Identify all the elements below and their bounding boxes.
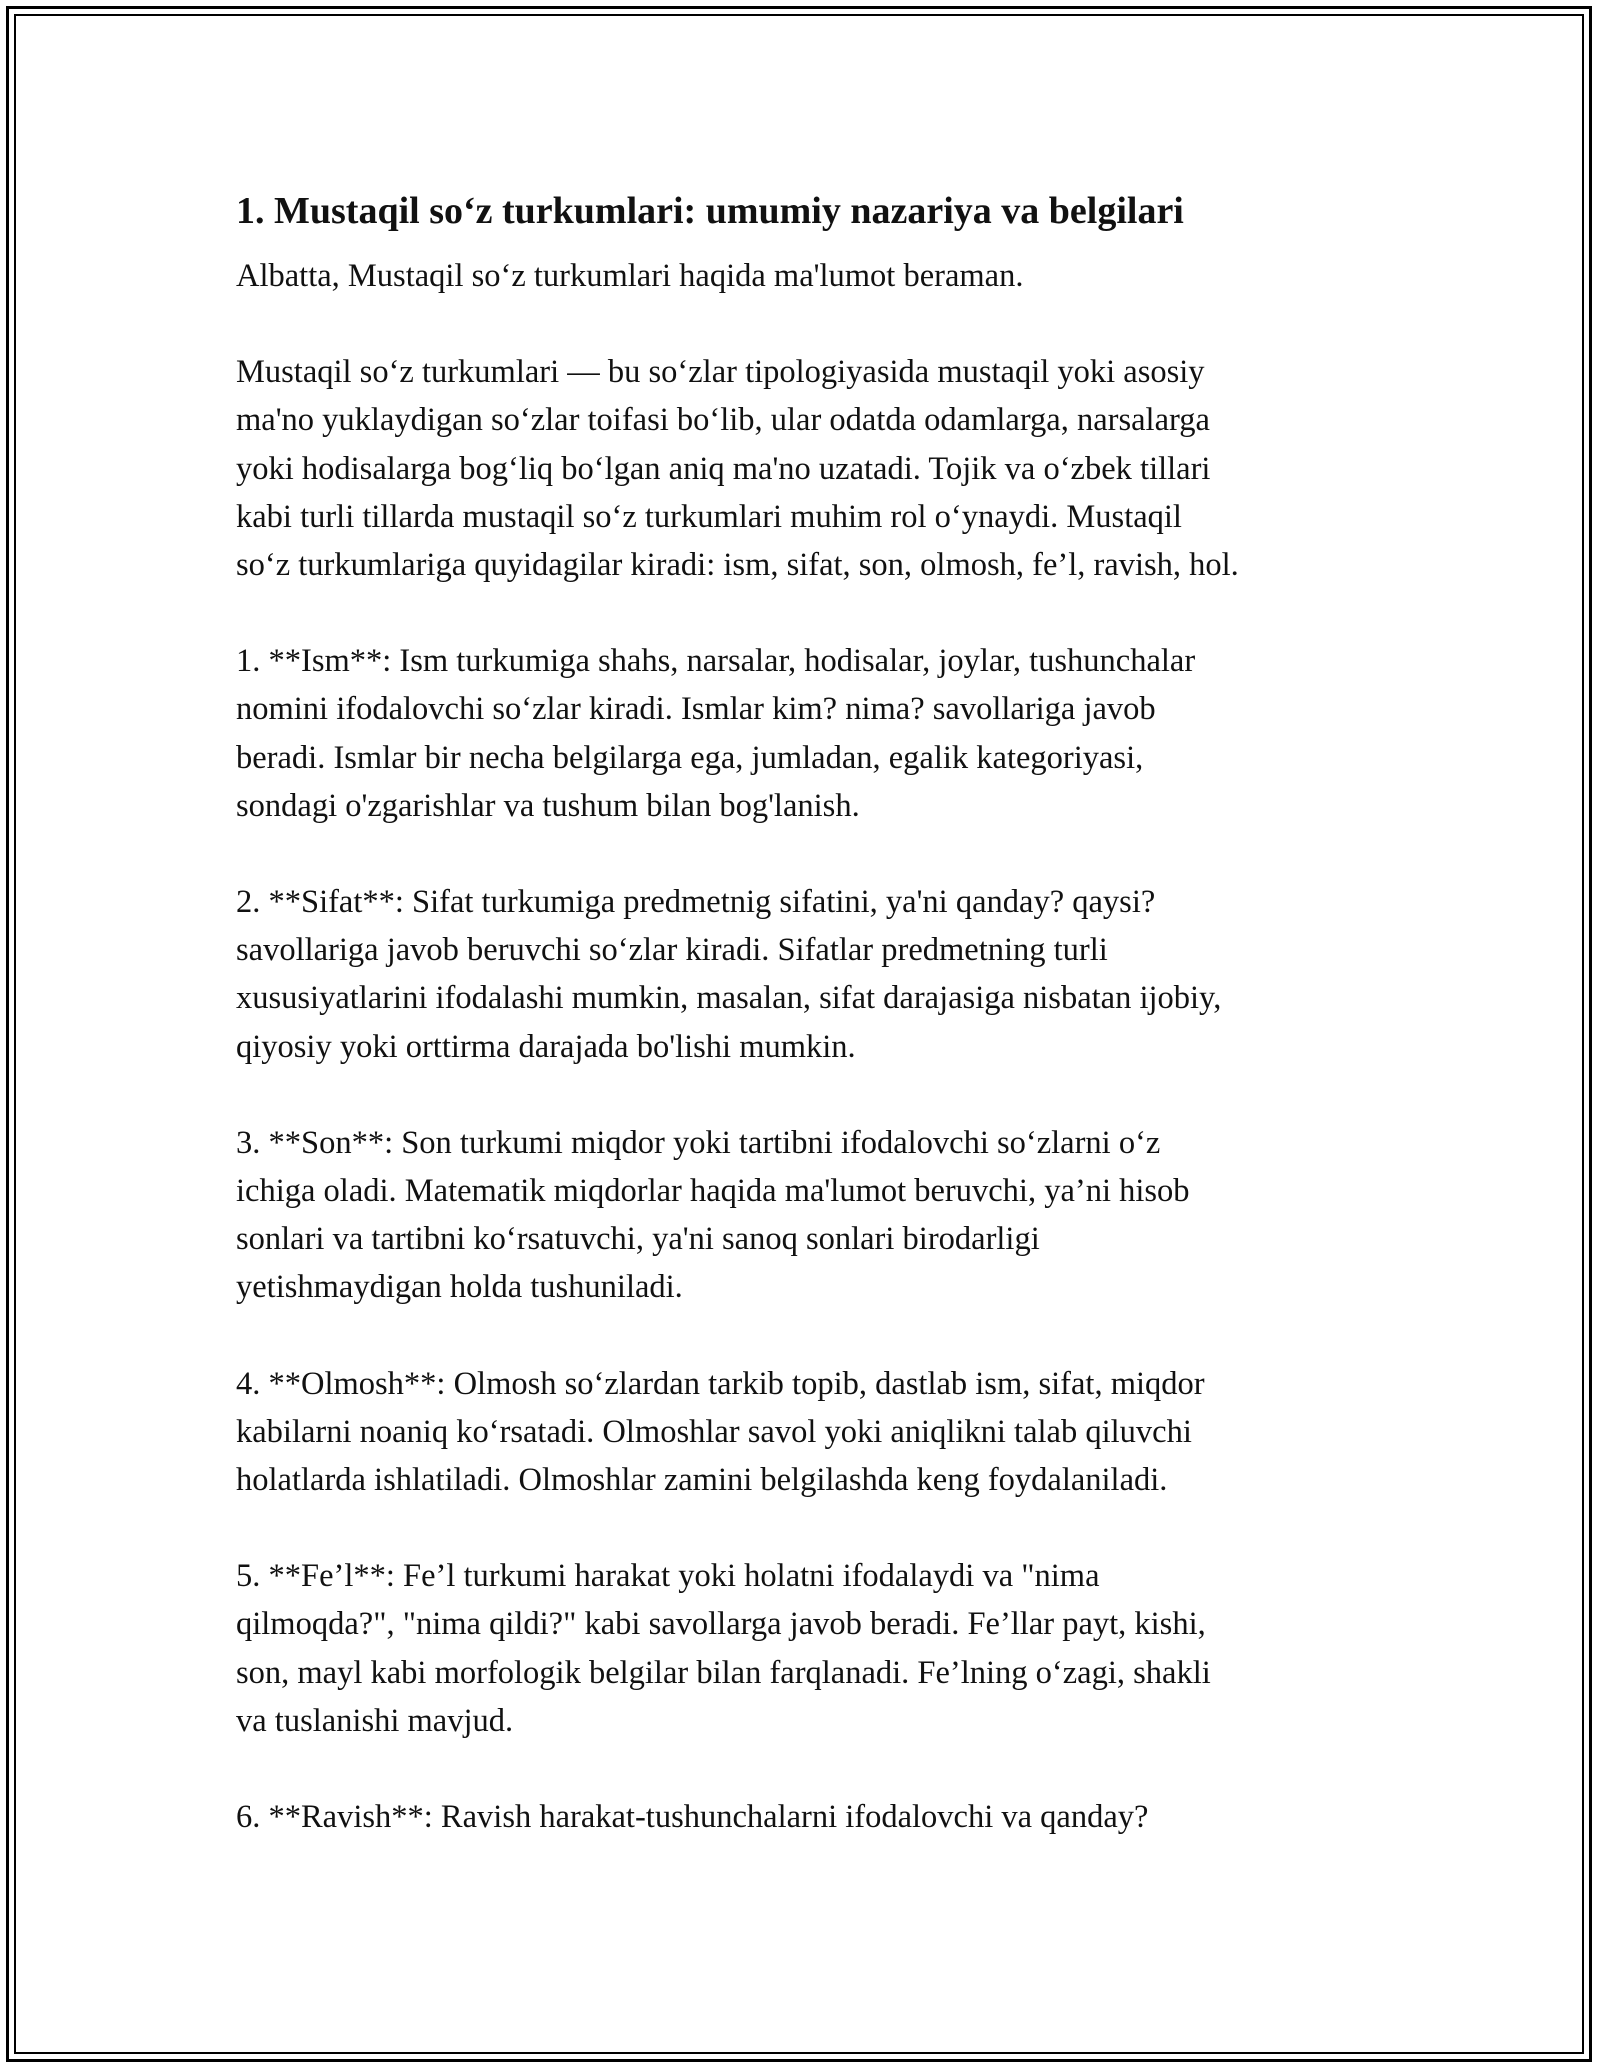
ism-paragraph — [236, 637, 1386, 830]
text-line: 4. **Olmosh**: Olmosh so‘zlardan tarkib topib, dastlab ism, sifat, miqdor — [236, 1365, 1205, 1402]
text-line: kabilarni noaniq ko‘rsatadi. Olmoshlar savol yoki aniqlikni talab qiluvchi — [236, 1413, 1192, 1450]
text-line: 2. **Sifat**: Sifat turkumiga predmetnig sifatini, ya'ni qanday? qaysi? — [236, 884, 1156, 921]
text-line: yetishmaydigan holda tushuniladi. — [236, 1269, 683, 1306]
text-line: kabi turli tillarda mustaqil so‘z turkumlari muhim rol o‘ynaydi. Mustaqil — [236, 498, 1182, 535]
text-line: 3. **Son**: Son turkumi miqdor yoki tartibni ifodalovchi so‘zlarni o‘z — [236, 1124, 1161, 1161]
text-line: yoki hodisalarga bog‘liq bo‘lgan aniq ma'no uzatadi. Tojik va o‘zbek tillari — [236, 450, 1211, 487]
intro-paragraph — [236, 252, 1386, 300]
olmosh-paragraph — [236, 1360, 1386, 1505]
fel-paragraph — [236, 1552, 1386, 1745]
text-line: ma'no yuklaydigan so‘zlar toifasi bo‘lib, ular odatda odamlarga, narsalarga — [236, 402, 1210, 439]
text-line: 6. **Ravish**: Ravish harakat-tushunchalarni ifodalovchi va qanday? — [236, 1799, 1149, 1836]
text-line: 1. **Ism**: Ism turkumiga shahs, narsalar, hodisalar, joylar, tushunchalar — [236, 643, 1196, 680]
text-line: holatlarda ishlatiladi. Olmoshlar zamini belgilashda keng foydalaniladi. — [236, 1462, 1168, 1499]
text-line: 5. **Fe’l**: Fe’l turkumi harakat yoki holatni ifodalaydi va "nima — [236, 1558, 1100, 1595]
text-line: ichiga oladi. Matematik miqdorlar haqida ma'lumot beruvchi, ya’ni hisob — [236, 1173, 1190, 1210]
text-line: va tuslanishi mavjud. — [236, 1702, 514, 1739]
text-line: Albatta, Mustaqil so‘z turkumlari haqida ma'lumot beraman. — [236, 258, 1024, 294]
text-line: savollariga javob beruvchi so‘zlar kiradi. Sifatlar predmetning turli — [236, 932, 1108, 969]
ravish-paragraph — [236, 1793, 1386, 1841]
text-line: qiyosiy yoki orttirma darajada bo'lishi mumkin. — [236, 1028, 856, 1065]
son-paragraph — [236, 1119, 1386, 1312]
text-line: beradi. Ismlar bir necha belgilarga ega, jumladan, egalik kategoriyasi, — [236, 739, 1144, 776]
page-title: 1. Mustaqil so‘z turkumlari: umumiy nazariya va belgilari — [236, 190, 1184, 232]
text-line: sondagi o'zgarishlar va tushum bilan bog'lanish. — [236, 787, 860, 824]
overview-paragraph — [236, 348, 1386, 589]
text-line: sonlari va tartibni ko‘rsatuvchi, ya'ni sanoq sonlari birodarligi — [236, 1221, 1040, 1258]
text-line: nomini ifodalovchi so‘zlar kiradi. Ismlar kim? nima? savollariga javob — [236, 691, 1156, 728]
text-line: Mustaqil so‘z turkumlari — bu so‘zlar tipologiyasida mustaqil yoki asosiy — [236, 354, 1205, 391]
document-body — [236, 186, 1386, 1889]
text-line: xususiyatlarini ifodalashi mumkin, masalan, sifat darajasiga nisbatan ijobiy, — [236, 980, 1222, 1017]
text-line: son, mayl kabi morfologik belgilar bilan farqlanadi. Fe’lning o‘zagi, shakli — [236, 1654, 1211, 1691]
sifat-paragraph — [236, 878, 1386, 1071]
text-line: so‘z turkumlariga quyidagilar kiradi: ism, sifat, son, olmosh, fe’l, ravish, hol. — [236, 547, 1239, 584]
text-line: qilmoqda?", "nima qildi?" kabi savollarga javob beradi. Fe’llar payt, kishi, — [236, 1606, 1206, 1643]
